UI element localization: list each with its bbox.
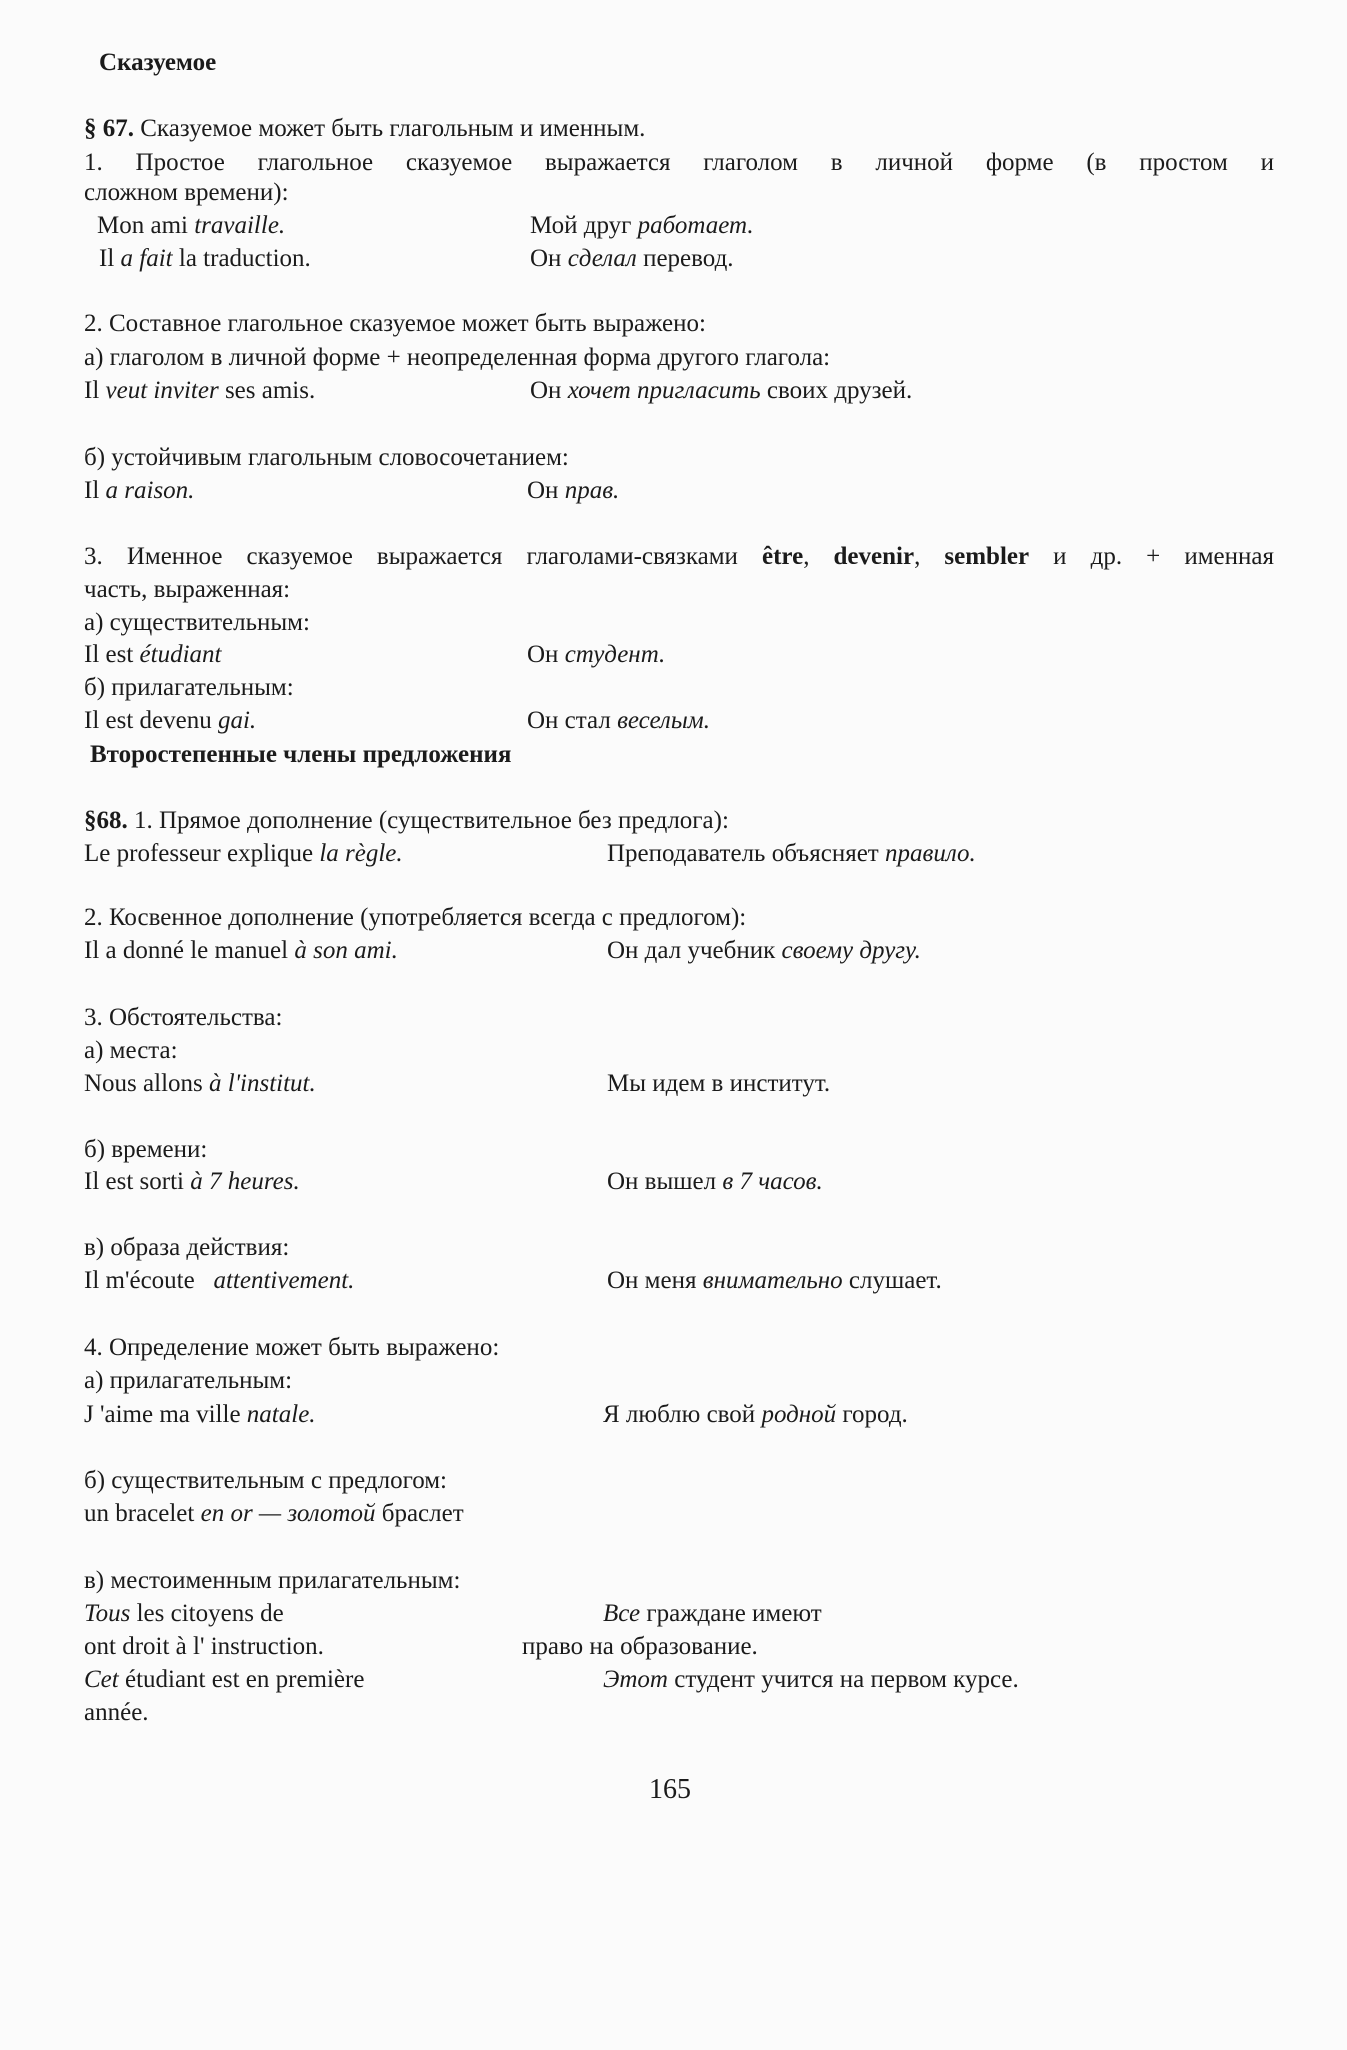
example-french: J 'aime ma ville natale. — [84, 1401, 316, 1428]
example-french: Il est étudiant — [84, 641, 222, 668]
page-number: 165 — [649, 1774, 691, 1805]
paragraph-68-title — [84, 806, 729, 836]
paragraph-text: 1. Прямое дополнение (существительное без предлога): — [127, 807, 729, 834]
rule-4: 4. Определение может быть выражено: — [84, 1334, 500, 1361]
rule-3c: в) образа действия: — [84, 1234, 290, 1261]
example-french: Il veut inviter ses amis. — [84, 377, 316, 404]
example-russian: Мой друг работает. — [530, 212, 754, 239]
example-french: année. — [84, 1699, 149, 1726]
rule-3: 3. Обстоятельства: — [84, 1004, 283, 1031]
example-russian: Все граждане имеют — [603, 1600, 822, 1627]
example-french: Cet étudiant est en première — [84, 1666, 365, 1693]
rule-1-line-b: сложном времени): — [84, 179, 289, 206]
example-russian: право на образование. — [522, 1633, 758, 1660]
example-mixed: un bracelet en or — золотой браслет — [84, 1500, 464, 1527]
example-russian: Он стал веселым. — [527, 707, 710, 734]
example-french: Mon ami travaille. — [97, 212, 286, 239]
rule-3b: б) прилагательным: — [84, 674, 294, 701]
example-russian: Он хочет пригласить своих друзей. — [530, 377, 913, 404]
section-heading-predicate: Сказуемое — [99, 49, 217, 76]
paragraph-number: §68. — [84, 807, 128, 834]
example-russian: Преподаватель объясняет правило. — [607, 840, 976, 867]
paragraph-text: Сказуемое может быть глагольным и именным. — [134, 115, 646, 142]
example-french: Il m'écoute attentivement. — [84, 1267, 355, 1294]
rule-3b: б) времени: — [84, 1136, 208, 1163]
example-russian: Он студент. — [527, 641, 666, 668]
rule-2b: б) устойчивым глагольным словосочетанием: — [84, 444, 569, 471]
example-french: Il a donné le manuel à son ami. — [84, 937, 398, 964]
example-russian: Я люблю свой родной город. — [603, 1401, 908, 1428]
example-russian: Он дал учебник своему другу. — [607, 937, 921, 964]
example-russian: Он прав. — [527, 477, 620, 504]
rule-3-line-a: 3. Именное сказуемое выражается глаголами-связками être, devenir, sembler и др. + именная — [84, 543, 1274, 570]
example-french: Il a raison. — [84, 477, 195, 504]
rule-4a: а) прилагательным: — [84, 1367, 293, 1394]
example-french: Il est sorti à 7 heures. — [84, 1168, 300, 1195]
example-french: Il est devenu gai. — [84, 707, 257, 734]
example-french: Le professeur explique la règle. — [84, 840, 403, 867]
example-french: Il a fait la traduction. — [99, 245, 311, 272]
example-french: Nous allons à l'institut. — [84, 1070, 316, 1097]
example-russian: Он меня внимательно слушает. — [607, 1267, 942, 1294]
example-french: Tous les citoyens de — [84, 1600, 284, 1627]
rule-3a: а) места: — [84, 1037, 178, 1064]
example-russian: Он сделал перевод. — [530, 245, 734, 272]
rule-3a: а) существительным: — [84, 609, 310, 636]
rule-2: 2. Составное глагольное сказуемое может быть выражено: — [84, 310, 706, 337]
paragraph-number: § 67. — [84, 115, 134, 142]
example-french: ont droit à l' instruction. — [84, 1633, 324, 1660]
rule-4b: б) существительным с предлогом: — [84, 1467, 447, 1494]
section-heading-secondary-members: Второстепенные члены предложения — [90, 741, 512, 768]
example-russian: Мы идем в институт. — [607, 1070, 831, 1097]
paragraph-67-title — [84, 114, 645, 144]
rule-2: 2. Косвенное дополнение (употребляется всегда с предлогом): — [84, 904, 747, 931]
rule-1-line-a: 1. Простое глагольное сказуемое выражается глаголом в личной форме (в простом и — [84, 149, 1274, 176]
rule-4c: в) местоименным прилагательным: — [84, 1567, 461, 1594]
rule-3-line-b: часть, выраженная: — [84, 576, 291, 603]
rule-2a: а) глаголом в личной форме + неопределенная форма другого глагола: — [84, 344, 831, 371]
example-russian: Он вышел в 7 часов. — [607, 1168, 823, 1195]
example-russian: Этот студент учится на первом курсе. — [603, 1666, 1019, 1693]
